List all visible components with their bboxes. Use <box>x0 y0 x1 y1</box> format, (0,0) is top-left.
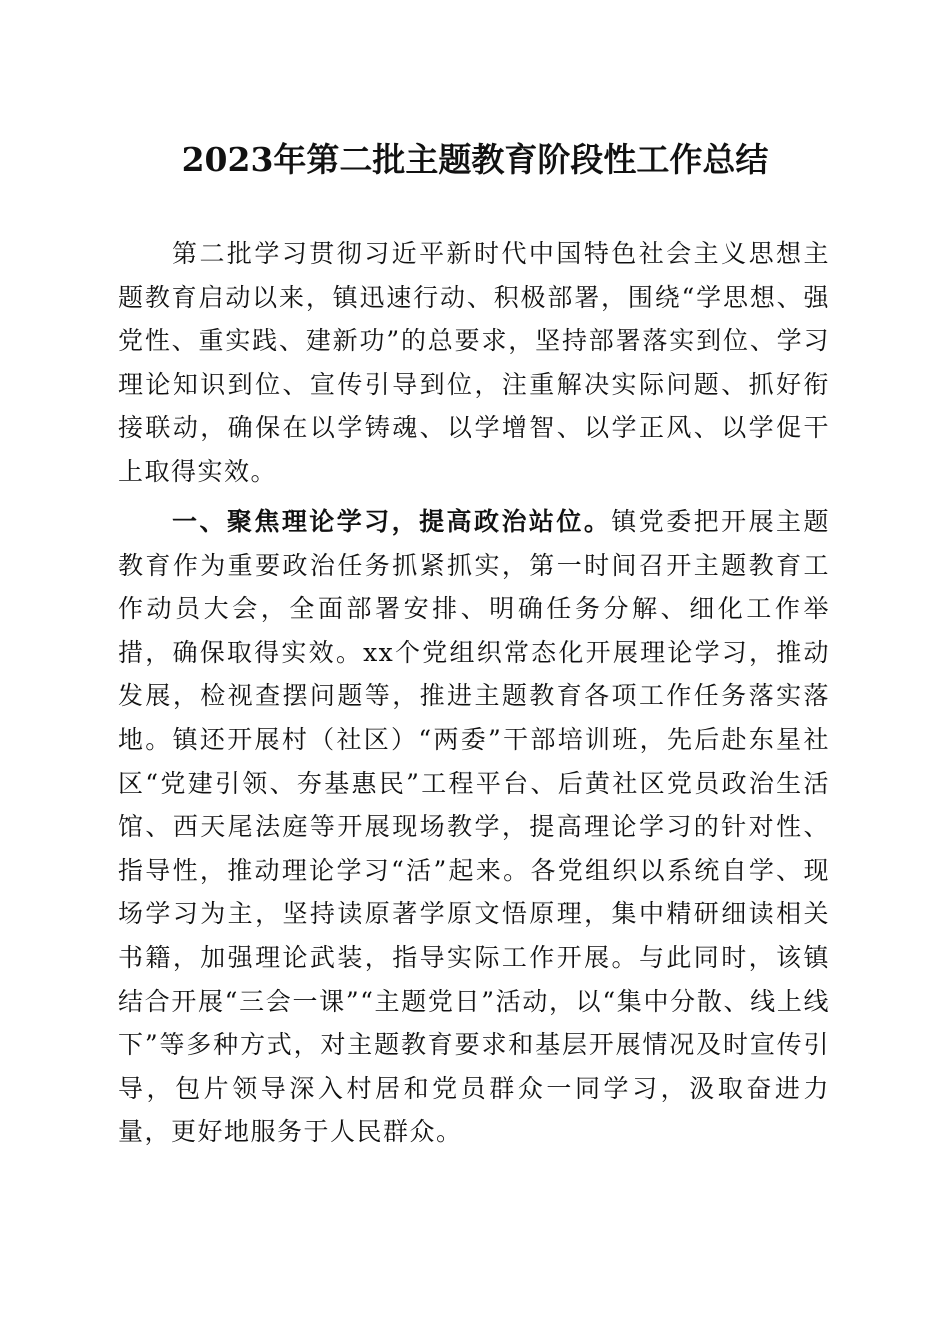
paragraph-intro-text: 第二批学习贯彻习近平新时代中国特色社会主义思想主题教育启动以来，镇迅速行动、积极部署，围绕“学思想、强党性、重实践、建新功”的总要求，坚持部署落实到位、学习理论知识到位、宣传引导到位，注重解决实际问题、抓好衔接联动，确保在以学铸魂、以学增智、以学正风、以学促干上取得实效。 <box>118 239 830 486</box>
document-title: 2023年第二批主题教育阶段性工作总结 <box>181 140 769 179</box>
section-one-heading: 一、聚焦理论学习，提高政治站位。 <box>172 507 612 536</box>
section-one-text: 镇党委把开展主题教育作为重要政治任务抓紧抓实，第一时间召开主题教育工作动员大会，全面部署安排、明确任务分解、细化工作举措，确保取得实效。xx个党组织常态化开展理论学习，推动发展，检视查摆问题等，推进主题教育各项工作任务落实落地。镇还开展村（社区）“两委”干部培训班，先后赴东星社区“党建引领、夯基惠民”工程平台、后黄社区党员政治生活馆、西天尾法庭等开展现场教学，提高理论学习的针对性、指导性，推动理论学习“活”起来。各党组织以系统自学、现场学习为主，坚持读原著学原文悟原理，集中精研细读相关书籍，加强理论武装，指导实际工作开展。与此同时，该镇结合开展“三会一课”“主题党日”活动，以“集中分散、线上线下”等多种方式，对主题教育要求和基层开展情况及时宣传引导，包片领导深入村居和党员群众一同学习，汲取奋进力量，更好地服务于人民群众。 <box>118 507 830 1147</box>
paragraph-intro <box>118 232 830 494</box>
paragraph-section-one <box>118 500 830 1154</box>
